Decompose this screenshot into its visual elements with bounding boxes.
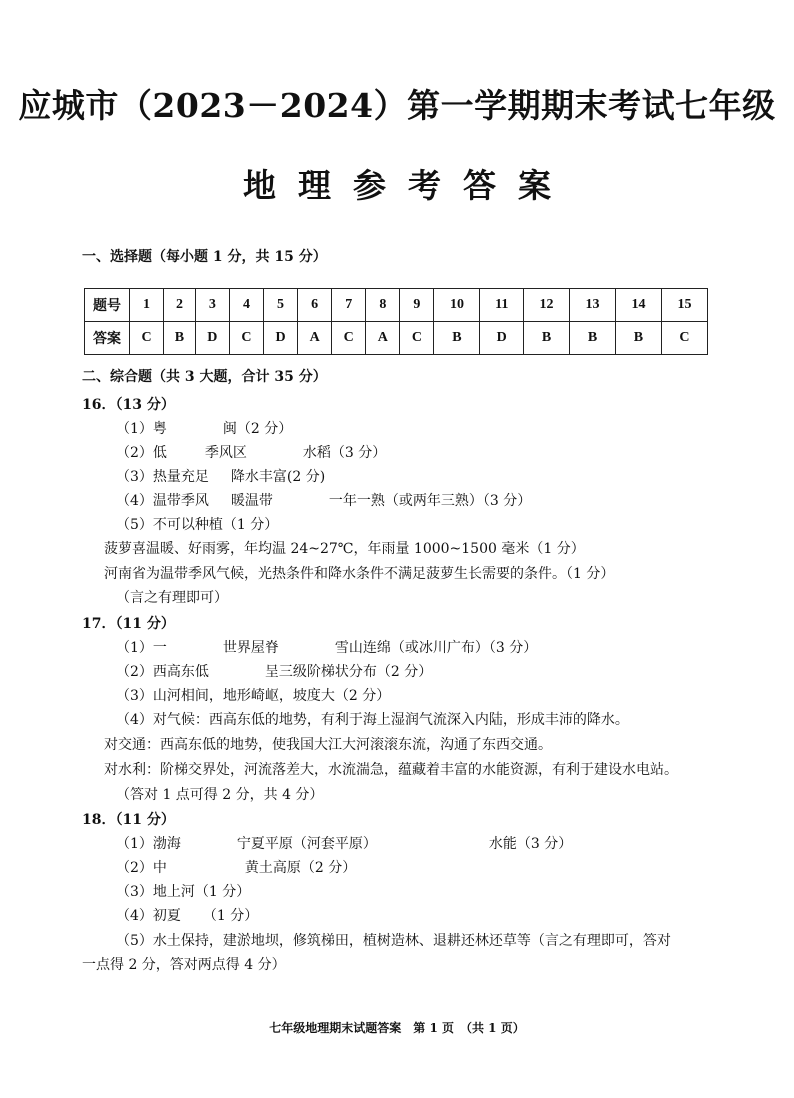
answer-cell: C — [400, 322, 434, 355]
q16-line-5: （5）不可以种植（1 分） — [116, 517, 279, 533]
question-number-cell: 6 — [298, 289, 332, 322]
answer-cell: C — [229, 322, 263, 355]
answer-text: 水能（3 分） — [488, 836, 573, 852]
answer-text: （2）中 — [116, 860, 167, 876]
answer-cell: D — [480, 322, 524, 355]
q16-heading: 16．（13 分） — [82, 397, 175, 413]
answer-text: 一年一熟（或两年三熟）（3 分） — [328, 493, 532, 509]
q16-line-8: （言之有理即可） — [116, 590, 228, 606]
answer-text: 宁夏平原（河套平原） — [236, 836, 377, 852]
answer-cell: C — [661, 322, 707, 355]
question-number-cell: 4 — [229, 289, 263, 322]
question-number-cell: 5 — [263, 289, 297, 322]
answer-cell: A — [298, 322, 332, 355]
row-label-number: 题号 — [85, 289, 130, 322]
answer-text: 雪山连绵（或冰川广布）（3 分） — [334, 640, 538, 656]
q18-line-6: 一点得 2 分，答对两点得 4 分） — [82, 957, 286, 973]
answer-cell: B — [524, 322, 570, 355]
answer-text: （1）渤海 — [116, 836, 181, 852]
q18-line-1 — [116, 834, 572, 854]
answer-text: （1）粤 — [116, 421, 167, 437]
question-number-cell: 15 — [661, 289, 707, 322]
answer-text: （4）温带季风 — [116, 493, 209, 509]
q17-line-7: （答对 1 点可得 2 分，共 4 分） — [116, 787, 324, 803]
q16-line-1 — [116, 419, 292, 439]
q17-line-3: （3）山河相间，地形崎岖，坡度大（2 分） — [116, 688, 391, 704]
q17-line-1 — [116, 638, 537, 658]
answer-text: 暖温带 — [230, 493, 273, 509]
table-row-numbers — [85, 289, 708, 322]
q18-line-3: （3）地上河（1 分） — [116, 884, 251, 900]
answer-text: 呈三级阶梯状分布（2 分） — [264, 664, 433, 680]
question-number-cell: 3 — [195, 289, 229, 322]
answer-text: 季风区 — [204, 445, 247, 461]
q18-line-4 — [116, 906, 258, 926]
page-subtitle: 地理参考答案 — [243, 166, 573, 205]
q17-line-2 — [116, 662, 432, 682]
q18-heading: 18．（11 分） — [82, 812, 175, 828]
answer-text: 降水丰富(2 分) — [230, 469, 326, 485]
answer-text: （1 分） — [202, 908, 259, 924]
q16-line-6: 菠萝喜温暖、好雨雾，年均温 24~27℃，年雨量 1000~1500 毫米（1 分） — [104, 541, 585, 557]
answer-cell: C — [130, 322, 164, 355]
answer-cell: B — [570, 322, 616, 355]
question-number-cell: 10 — [434, 289, 480, 322]
answer-cell: D — [195, 322, 229, 355]
q18-line-2 — [116, 858, 356, 878]
question-number-cell: 12 — [524, 289, 570, 322]
answer-text: 黄土高原（2 分） — [244, 860, 357, 876]
question-number-cell: 7 — [332, 289, 366, 322]
question-number-cell: 11 — [480, 289, 524, 322]
row-label-answer: 答案 — [85, 322, 130, 355]
question-number-cell: 2 — [164, 289, 196, 322]
q16-line-7: 河南省为温带季风气候，光热条件和降水条件不满足菠萝生长需要的条件。（1 分） — [104, 566, 615, 582]
page-footer: 七年级地理期末试题答案 第 1 页 （共 1 页） — [269, 1021, 525, 1035]
answer-cell: B — [615, 322, 661, 355]
question-number-cell: 1 — [130, 289, 164, 322]
answer-text: （2）西高东低 — [116, 664, 209, 680]
question-number-cell: 13 — [570, 289, 616, 322]
table-row-answers — [85, 322, 708, 355]
q16-line-4 — [116, 491, 531, 511]
q18-line-5: （5）水土保持，建淤地坝，修筑梯田，植树造林、退耕还林还草等（言之有理即可，答对 — [116, 933, 671, 949]
answer-cell: D — [263, 322, 297, 355]
answer-cell: C — [332, 322, 366, 355]
answer-cell: A — [366, 322, 400, 355]
answer-cell: B — [164, 322, 196, 355]
answer-cell: B — [434, 322, 480, 355]
answer-text: 世界屋脊 — [222, 640, 279, 656]
answer-text: （3）热量充足 — [116, 469, 209, 485]
page-title: 应城市（2023－2024）第一学期期末考试七年级 — [18, 86, 776, 125]
answer-text: （4）初夏 — [116, 908, 181, 924]
answer-table — [84, 288, 708, 355]
question-number-cell: 9 — [400, 289, 434, 322]
q17-heading: 17．（11 分） — [82, 616, 175, 632]
q16-line-3 — [116, 467, 325, 487]
answer-text: （2）低 — [116, 445, 167, 461]
answer-text: 闽（2 分） — [222, 421, 293, 437]
q17-line-6: 对水利：阶梯交界处，河流落差大，水流湍急，蕴藏着丰富的水能资源，有利于建设水电站。 — [104, 762, 678, 778]
question-number-cell: 8 — [366, 289, 400, 322]
answer-text: 水稻（3 分） — [302, 445, 387, 461]
section-2-heading: 二、综合题（共 3 大题，合计 35 分） — [82, 369, 327, 385]
q17-line-5: 对交通：西高东低的地势，使我国大江大河滚滚东流，沟通了东西交通。 — [104, 737, 552, 753]
answer-text: （1）一 — [116, 640, 167, 656]
question-number-cell: 14 — [615, 289, 661, 322]
q17-line-4: （4）对气候：西高东低的地势，有利于海上湿润气流深入内陆，形成丰沛的降水。 — [116, 712, 629, 728]
q16-line-2 — [116, 443, 386, 463]
section-1-heading: 一、选择题（每小题 1 分，共 15 分） — [82, 249, 327, 265]
